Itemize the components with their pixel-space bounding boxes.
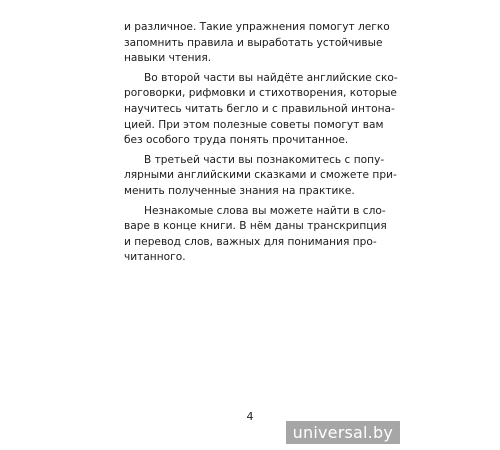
watermark-badge: universal.by (286, 421, 400, 444)
text-line: запомнить правила и выработать устойчивые (124, 36, 383, 49)
paragraph-3 (124, 153, 397, 200)
text-line: и различное. Такие упражнения помогут легко (124, 21, 390, 33)
text-line: В третьей части вы познакомитесь с попу- (144, 153, 385, 166)
text-line: научитесь читать бегло и с правильной интона- (124, 102, 395, 115)
paragraph-1 (124, 20, 390, 67)
text-line: Во второй части вы найдёте английские ско- (144, 71, 398, 84)
text-line: роговорки, рифмовки и стихотворения, которые (124, 87, 397, 100)
paragraph-4 (124, 204, 387, 266)
text-line: менить полученные знания на практике. (124, 184, 355, 197)
text-line: читанного. (124, 251, 186, 264)
text-line: варе в конце книги. В нём даны транскрипция (124, 220, 387, 233)
page-number: 4 (246, 410, 254, 423)
text-line: и перевод слов, важных для понимания про- (124, 235, 377, 248)
text-line: Незнакомые слова вы можете найти в сло- (144, 204, 386, 217)
paragraph-2 (124, 71, 398, 149)
text-line: навыки чтения. (124, 52, 212, 65)
body-text (124, 20, 398, 266)
text-line: лярными английскими сказками и сможете при- (124, 169, 397, 182)
text-line: без особого труда понять прочитанное. (124, 134, 349, 147)
text-line: цией. При этом полезные советы помогут вам (124, 118, 384, 131)
